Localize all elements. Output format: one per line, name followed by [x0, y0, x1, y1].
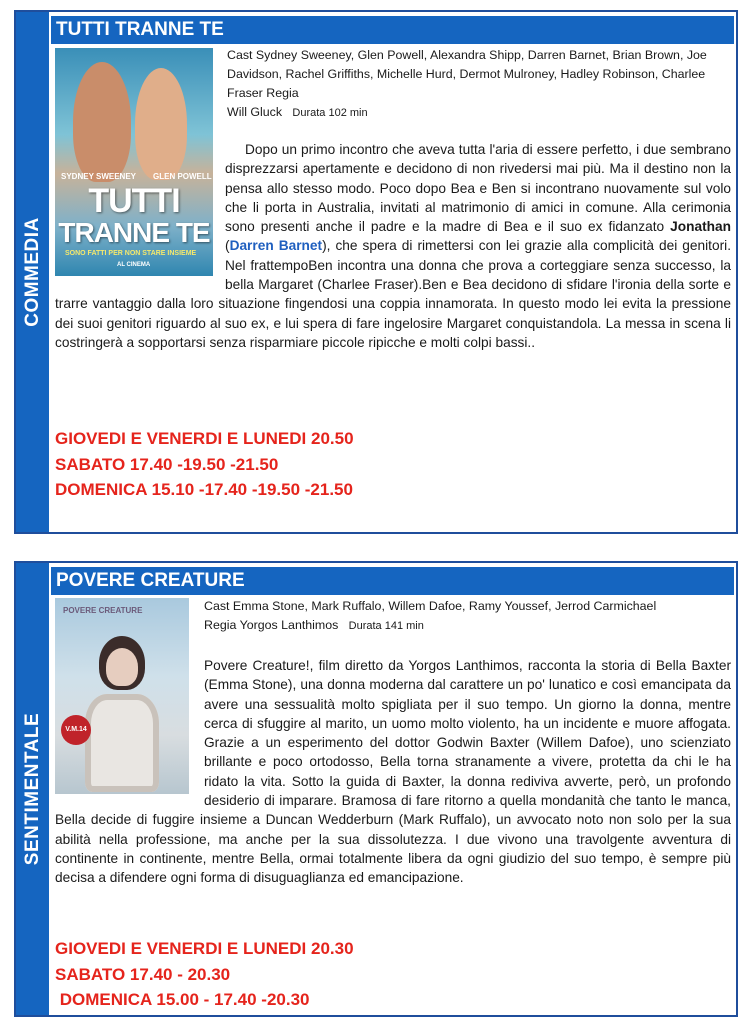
showtime-weekdays: GIOVEDI E VENERDI E LUNEDI 20.50 [55, 429, 354, 448]
synopsis-actor: Darren Barnet [229, 238, 323, 254]
film-synopsis [55, 656, 731, 888]
cast-line: Cast Emma Stone, Mark Ruffalo, Willem Dafoe, Ramy Youssef, Jerrod Carmichael [204, 599, 657, 613]
film-title: TUTTI TRANNE TE [51, 16, 734, 44]
showtimes [55, 426, 354, 503]
rating-badge: V.M.14 [61, 715, 91, 745]
film-duration: Durata 102 min [292, 107, 368, 119]
genre-label: SENTIMENTALE [21, 712, 43, 866]
film-card-tutti-tranne-te [14, 10, 738, 534]
director-name: Will Gluck [227, 105, 283, 119]
showtime-saturday: SABATO 17.40 - 20.30 [55, 964, 231, 984]
showtime-saturday: SABATO 17.40 -19.50 -21.50 [55, 454, 279, 474]
showtime-sunday: DOMENICA 15.10 -17.40 -19.50 -21.50 [55, 480, 353, 499]
synopsis-text: Povere Creature!, film diretto da Yorgos Lanthimos, racconta la storia di Bella Baxter (Emma Stone), una donna moderna dal carattere un po' lunatico e così emancipata da avere una sessualità molto spigliata per il suo tempo. Un giorno la donna, mentre cerca di sfuggire al marito, un uomo molto violento, ha un incidente e muore affogata. Grazie a un esperimento del dottor Godwin Baxter (Willem Dafoe), uno scienziato brillante e poco ortodosso, Bella torna stranamente a vivere, protetta da chi le ha ridato la vita. Sotto la guida di Baxter, la donna rediviva avverte, però, un profondo desiderio di imparare. Bramosa di fare ritorno a quella mondanità che tanto le manca, Bella decide di fuggire insieme a Duncan Wedderburn (Mark Ruffalo), un avvocato noto non solo per la sua abilità nella professione, ma anche per la sua dissolutezza. I due vivono una travolgente avventura di continente in continente, mentre Bella, ormai totalmente libera da ogni giudizio del suo tempo, è sempre più decisa a difendere ogni forma di disuguaglianza ed emancipazione. [55, 658, 731, 886]
film-duration: Durata 141 min [348, 620, 424, 632]
poster-title-line2: TRANNE TE [58, 217, 210, 248]
synopsis-character: Jonathan [670, 219, 731, 235]
director-name: Regia Yorgos Lanthimos [204, 618, 339, 632]
genre-sidebar [16, 563, 49, 1015]
film-title: POVERE CREATURE [51, 567, 734, 595]
showtime-sunday: DOMENICA 15.00 - 17.40 -20.30 [55, 990, 310, 1009]
genre-sidebar [16, 12, 49, 532]
film-synopsis: Dopo un primo incontro che aveva tutta l'aria di essere perfetto, i due sembrano disprezzarsi apertamente e decidono di non rivedersi mai più. Ma il destino non la pensa allo stesso modo. Poco dopo Bea e Ben si incontrano nuovamente sul volo che li porta in Australia, invitati al matrimonio di amici in comune. Alla cerimonia sono presenti anche il padre e la madre di Bea e il suo ex fidanzato Jonathan (Darren Barnet), che spera di rimettersi con lei grazie alla complicità dei genitori. Nel frattempoBen incontra una donna che prova a corteggiare senza successo, la bella Margaret (Charlee Fraser).Ben e Bea decidono di sfidare l'ironia della sorte e trarre vantaggio dalla loro situazione fingendosi una coppia innamorata. In questo modo lei evita la pressione dei suoi genitori riguardo al suo ex, e lui spera di fare ingelosire Margaret conquistandola. La messa in scena li costringerà a sopportarsi senza risparmiare piccole ripicche e molti colpi bassi.. [55, 142, 732, 350]
cast-line: Cast Sydney Sweeney, Glen Powell, Alexandra Shipp, Darren Barnet, Brian Brown, Joe Davidson, Rachel Griffiths, Michelle Hurd, Dermot Mulroney, Hadley Robinson, Charlee Fraser Regia [227, 48, 707, 100]
film-credits [204, 597, 724, 636]
genre-label: COMMEDIA [21, 217, 43, 327]
synopsis-part2: , che spera di rimettersi con lei grazie alla complicità dei genitori. Nel frattempoBen incontra una donna che prova a corteggiare senza successo, la bella Margaret (Charlee Fraser).Ben e Bea decidono di sfidare l'ironia della sorte e trarre vantaggio dalla loro situazione fingendosi una coppia innamorata. In questo modo lei evita la pressione dei suoi genitori riguardo al suo ex, e lui spera di fare ingelosire Margaret conquistandola. La messa in scena li costringerà a sopportarsi senza risparmiare piccole ripicche e molti colpi bassi.. [55, 238, 732, 350]
film-card-povere-creature [14, 561, 738, 1017]
showtimes [55, 936, 354, 1013]
poster-footer: AL CINEMA [117, 262, 151, 268]
film-credits [227, 46, 717, 123]
poster-actor-right: GLEN POWELL [153, 172, 212, 181]
poster-title-line1: TUTTI [88, 182, 180, 220]
poster-actor-left: SYDNEY SWEENEY [61, 172, 136, 181]
synopsis-part1: Dopo un primo incontro che aveva tutta l'aria di essere perfetto, i due sembrano disprezzarsi apertamente e decidono di non rivedersi mai più. Ma il destino non la pensa allo stesso modo. Poco dopo Bea e Ben si incontrano nuovamente sul volo che li porta in Australia, invitati al matrimonio di amici in comune. Alla cerimonia sono presenti anche il padre e la madre di Bea e il suo ex fidanzato [225, 142, 731, 235]
poster-title: POVERE CREATURE [63, 606, 143, 615]
poster-tagline: SONO FATTI PER NON STARE INSIEME [65, 250, 197, 257]
showtime-weekdays: GIOVEDI E VENERDI E LUNEDI 20.30 [55, 939, 354, 958]
